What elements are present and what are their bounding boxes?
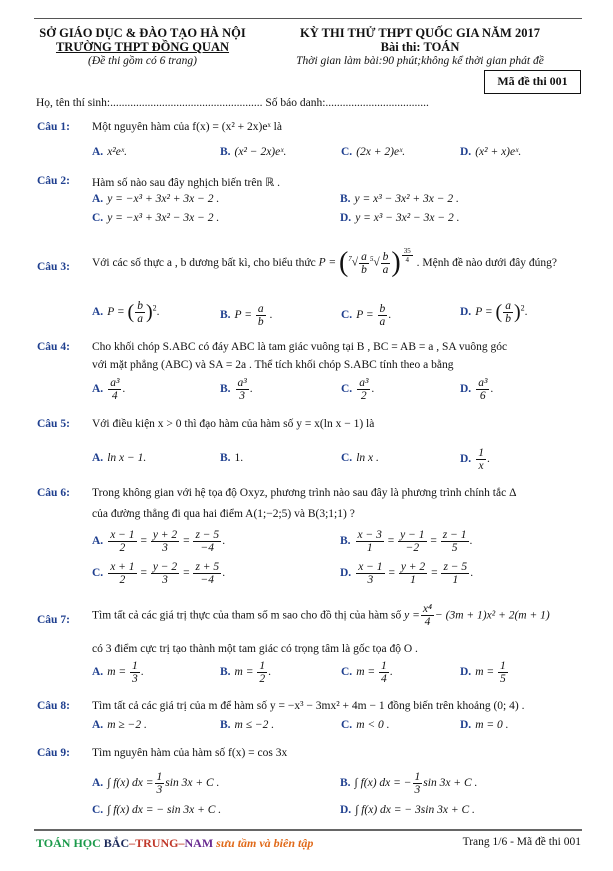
footer-page-info: Trang 1/6 - Mã đề thi 001	[462, 836, 581, 848]
fraction: $\frac{x - 3}{1}$	[357, 529, 382, 554]
q8-option-a[interactable]: A. m ≥ −2 .	[92, 719, 147, 731]
q5-text: Với điều kiện x > 0 thì đạo hàm của hàm số y = x(ln x − 1) là	[92, 418, 375, 430]
q5-option-a[interactable]: A. ln x − 1.	[92, 452, 147, 464]
q2-option-c[interactable]: C. y = −x³ + 3x² − 3x − 2 .	[92, 212, 220, 224]
q5-option-b[interactable]: B. 1.	[220, 452, 244, 464]
q7-text-line2: có 3 điểm cực trị tạo thành một tam giác có trọng tâm là gốc tọa độ O .	[92, 643, 418, 655]
q4-option-d[interactable]: D. $\frac{\text{a³}}{6}$ .	[460, 377, 494, 402]
q4-option-a[interactable]: A. $\frac{\text{a³}}{4}$ .	[92, 377, 126, 402]
footer-rule	[34, 829, 582, 831]
header-left	[30, 26, 255, 68]
q7-text-line1: Tìm tất cả các giá trị thực của tham số m sao cho đồ thị của hàm số y = $\frac{\text{x⁴}}{4}$ − (3m + 1)x² + 2(m + 1)	[92, 603, 550, 628]
q2-label: Câu 2:	[37, 175, 70, 187]
q5-option-c[interactable]: C. ln x .	[341, 452, 379, 464]
q7-label: Câu 7:	[37, 614, 70, 626]
subject: Bài thi: TOÁN	[380, 40, 460, 54]
q8-option-c[interactable]: C. m < 0 .	[341, 719, 390, 731]
exam-code-box: Mã đề thi 001	[484, 70, 581, 94]
q1-option-a[interactable]: A. x²eˣ.	[92, 146, 127, 158]
school-name: TRƯỜNG THPT ĐỒNG QUAN	[55, 40, 230, 54]
q7-option-c[interactable]: C. m = $\frac{1}{4}$ .	[341, 660, 393, 685]
q6-option-c[interactable]: C. $\frac{x + 1}{2}$ = $\frac{y - 2}{3}$ = $\frac{z + 5}{-4}$ .	[92, 561, 226, 586]
q9-option-c[interactable]: C. ∫ f(x) dx = − sin 3x + C .	[92, 804, 222, 816]
q3-option-c[interactable]: C. P = $\frac{b}{a}$ .	[341, 303, 392, 328]
q2-text: Hàm số nào sau đây nghịch biến trên ℝ .	[92, 177, 280, 189]
q2-option-a[interactable]: A. y = −x³ + 3x² + 3x − 2 .	[92, 193, 220, 205]
q5-label: Câu 5:	[37, 418, 70, 430]
q2-option-b[interactable]: B. y = x³ − 3x² + 3x − 2 .	[340, 193, 459, 205]
fraction: $\frac{y - 1}{-2}$	[400, 529, 425, 554]
q5-option-d[interactable]: D. $\frac{1}{x}$ .	[460, 447, 490, 472]
fraction: $\frac{y + 2}{1}$	[400, 561, 426, 586]
q1-option-d[interactable]: D. (x² + x)eˣ.	[460, 146, 522, 158]
department: SỞ GIÁO DỤC & ĐÀO TẠO HÀ NỘI	[39, 26, 246, 40]
q3-text: Với các số thực a , b dương bất kì, cho biểu thức P = ($^7$√ $\frac{a}{b}$ $^5$√ $\frac{b}{a}$ ) $\frac{35}{4}$ . Mệnh đề nào dưới đây đúng?	[92, 247, 558, 278]
q9-option-a[interactable]: A. ∫ f(x) dx = $\frac{1}{3}$ sin 3x + C .	[92, 771, 220, 796]
q2-option-d[interactable]: D. y = x³ − 3x² − 3x − 2 .	[340, 212, 460, 224]
q6-text-line1: Trong không gian với hệ tọa độ Oxyz, phương trình nào sau đây là phương trình chính tắc Δ	[92, 487, 517, 499]
q1-text: Một nguyên hàm của f(x) = (x² + 2x)eˣ là	[92, 121, 282, 133]
q4-option-c[interactable]: C. $\frac{\text{a³}}{2}$ .	[341, 377, 375, 402]
top-rule	[34, 18, 582, 19]
q8-label: Câu 8:	[37, 700, 70, 712]
q6-label: Câu 6:	[37, 487, 70, 499]
q9-option-b[interactable]: B. ∫ f(x) dx = − $\frac{1}{3}$ sin 3x + C .	[340, 771, 478, 796]
fraction: $\frac{y - 2}{3}$	[152, 561, 178, 586]
q3-label: Câu 3:	[37, 261, 70, 273]
q6-text-line2: của đường thẳng đi qua hai điểm A(1;−2;5) và B(3;1;1) ?	[92, 508, 355, 520]
q4-text-line2: với mặt phẳng (ABC) và SA = 2a . Thể tích khối chóp S.ABC tính theo a bằng	[92, 359, 454, 371]
q1-option-b[interactable]: B. (x² − 2x)eˣ.	[220, 146, 287, 158]
q7-option-a[interactable]: A. m = $\frac{1}{3}$ .	[92, 660, 144, 685]
q9-label: Câu 9:	[37, 747, 70, 759]
exam-title: KỲ THI THỬ THPT QUỐC GIA NĂM 2017	[300, 26, 540, 40]
fraction: $\frac{z - 5}{-4}$	[195, 529, 220, 554]
q8-option-b[interactable]: B. m ≤ −2 .	[220, 719, 275, 731]
q3-option-b[interactable]: B. P = $\frac{a}{b}$ .	[220, 303, 273, 328]
fraction: $\frac{z - 5}{1}$	[443, 561, 468, 586]
fraction: $\frac{x - 1}{2}$	[110, 529, 135, 554]
fraction: $\frac{x - 1}{3}$	[358, 561, 383, 586]
time-note: Thời gian làm bài:90 phút;không kể thời gian phát đề	[296, 55, 544, 67]
q6-option-b[interactable]: B. $\frac{x - 3}{1}$ = $\frac{y - 1}{-2}$ = $\frac{z - 1}{5}$ .	[340, 529, 473, 554]
q7-option-b[interactable]: B. m = $\frac{1}{2}$ .	[220, 660, 271, 685]
q1-label: Câu 1:	[37, 121, 70, 133]
fraction: $\frac{x + 1}{2}$	[110, 561, 135, 586]
pages-note: (Đề thi gồm có 6 trang)	[88, 55, 197, 67]
q3-expression: P = ($^7$√ $\frac{a}{b}$ $^5$√ $\frac{b}{a}$ ) $\frac{35}{4}$	[318, 247, 411, 278]
footer-brand: TOÁN HỌC BẮC–TRUNG–NAM sưu tầm và biên tập	[36, 836, 314, 850]
q9-text: Tìm nguyên hàm của hàm số f(x) = cos 3x	[92, 747, 288, 759]
q3-option-d[interactable]: D. P = ( $\frac{a}{b}$ )$^2$.	[460, 300, 528, 325]
fraction: $\frac{y + 2}{3}$	[152, 529, 178, 554]
q8-text: Tìm tất cả các giá trị của m để hàm số y = −x³ − 3mx² + 4m − 1 đồng biến trên khoảng (0; 4) .	[92, 700, 525, 712]
q9-option-d[interactable]: D. ∫ f(x) dx = − 3sin 3x + C .	[340, 804, 475, 816]
q4-label: Câu 4:	[37, 341, 70, 353]
candidate-line: Họ, tên thí sinh:..................................................... Số báo danh:....................................	[36, 97, 429, 109]
fraction: $\frac{z + 5}{-4}$	[195, 561, 220, 586]
q6-option-d[interactable]: D. $\frac{x - 1}{3}$ = $\frac{y + 2}{1}$ = $\frac{z - 5}{1}$ .	[340, 561, 474, 586]
fraction: $\frac{z - 1}{5}$	[442, 529, 467, 554]
q1-option-c[interactable]: C. (2x + 2)eˣ.	[341, 146, 406, 158]
q7-option-d[interactable]: D. m = $\frac{1}{5}$	[460, 660, 506, 685]
header-right	[255, 26, 585, 68]
q4-option-b[interactable]: B. $\frac{\text{a³}}{3}$ .	[220, 377, 253, 402]
q6-option-a[interactable]: A. $\frac{x - 1}{2}$ = $\frac{y + 2}{3}$ = $\frac{z - 5}{-4}$ .	[92, 529, 226, 554]
q8-option-d[interactable]: D. m = 0 .	[460, 719, 509, 731]
q4-text-line1: Cho khối chóp S.ABC có đáy ABC là tam giác vuông tại B , BC = AB = a , SA vuông góc	[92, 341, 508, 353]
q3-option-a[interactable]: A. P = ( $\frac{b}{a}$ )$^2$.	[92, 300, 160, 325]
